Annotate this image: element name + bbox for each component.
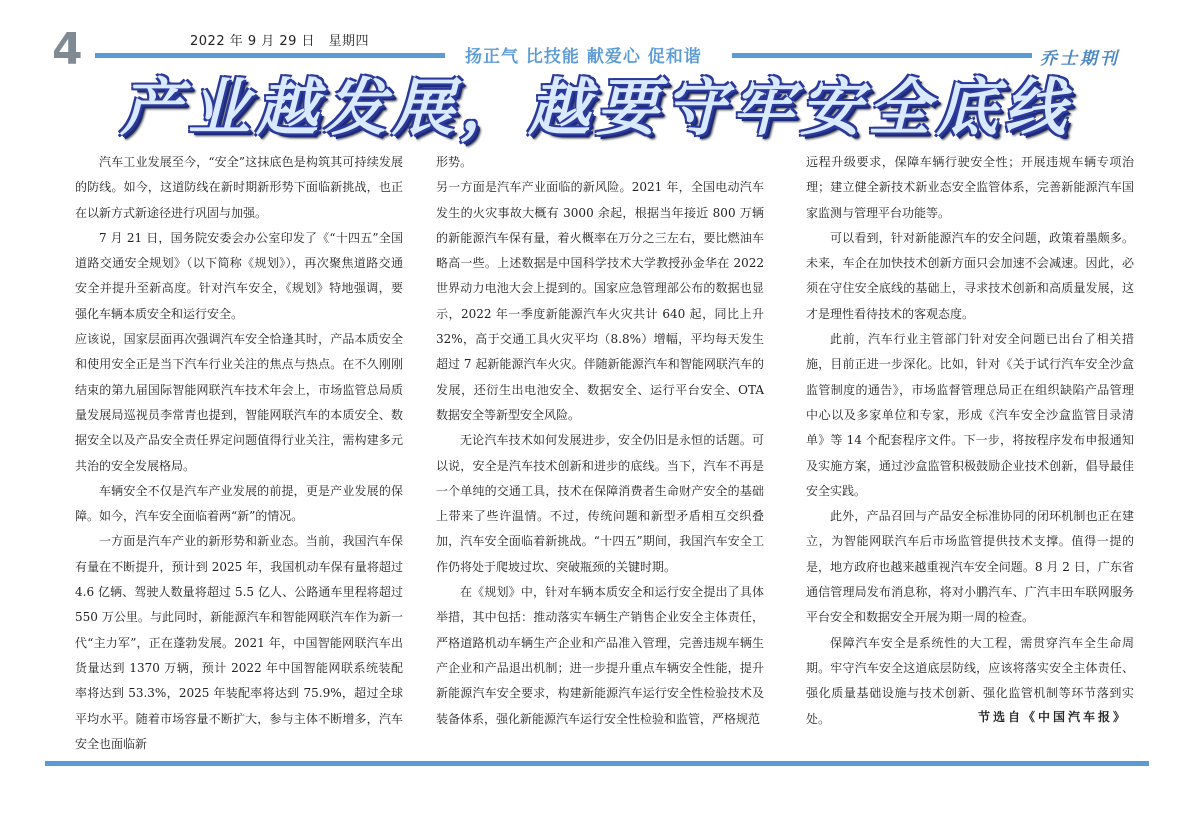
paragraph: 另一方面是汽车产业面临的新风险。2021 年，全国电动汽车发生的火灾事故大概有 3000 余起，根据当年接近 800 万辆的新能源汽车保有量，着火概率在万分之三左右，要比燃油车略高一些。上述数据是中国科学技术大学教授孙金华在 2022 世界动力电池大会上提到的。国家应急管理部公布的数据也显示，2022 年一季度新能源汽车火灾共计 640 起，同比上升 32%，高于交通工具火灾平均（8.8%）增幅，平均每天发生超过 7 起新能源汽车火灾。伴随新能源汽车和智能网联汽车的发展，还衍生出电池安全、数据安全、运行平台安全、OTA 数据安全等新型安全风险。 <box>436 180 764 422</box>
headline: 产业越发展，越要守牢安全底线 <box>120 71 1073 144</box>
paragraph: 此前，汽车行业主管部门针对安全问题已出台了相关措施，目前正进一步深化。比如，针对《关于试行汽车安全沙盒监管制度的通告》，市场监督管理总局正在组织缺陷产品管理中心以及多家单位和专家，形成《汽车安全沙盒监管目录清单》等 14 个配套程序文件。下一步，将按程序发布申报通知及实施方案，通过沙盒监管积极鼓励企业技术创新，倡导最佳安全实践。 <box>806 332 1134 498</box>
publication-brand: 乔士期刊 <box>1040 49 1120 69</box>
paragraph: 远程升级要求，保障车辆行驶安全性；开展违规车辆专项治理；建立健全新技术新业态安全监管体系，完善新能源汽车国家监测与管理平台功能等。 <box>806 155 1134 220</box>
paragraph: 无论汽车技术如何发展进步，安全仍旧是永恒的话题。可以说，安全是汽车技术创新和进步的底线。当下，汽车不再是一个单纯的交通工具，技术在保障消费者生命财产安全的基础上带来了些许温情。不过，传统问题和新型矛盾相互交织叠加，汽车安全面临着新挑战。“十四五”期间，我国汽车安全工作仍将处于爬坡过坎、突破瓶颈的关键时期。 <box>436 433 764 574</box>
article-column-2 <box>436 150 764 732</box>
paragraph: 形势。 <box>436 155 473 169</box>
header-rule-left <box>95 53 445 58</box>
slogan: 扬正气 比技能 献爱心 促和谐 <box>465 47 702 67</box>
page-number: 4 <box>52 24 83 75</box>
article-source: 节选自《中国汽车报》 <box>978 710 1129 724</box>
paragraph: 一方面是汽车产业的新形势和新业态。当前，我国汽车保有量在不断提升，预计到 2025 年，我国机动车保有量将超过 4.6 亿辆、驾驶人数量将超过 5.5 亿人、公路通车里程将超过 550 万公里。与此同时，新能源汽车和智能网联汽车作为新一代“主力军”，正在蓬勃发展。2021 年，中国智能网联汽车出货量达到 1370 万辆，预计 2022 年中国智能网联系统装配率将达到 53.3%，2025 年装配率将达到 75.9%，超过全球平均水平。随着市场容量不断扩大，参与主体不断增多，汽车安全也面临新 <box>75 534 403 751</box>
article-column-1 <box>75 150 403 757</box>
paragraph: 可以看到，针对新能源汽车的安全问题，政策着墨颇多。未来，车企在加快技术创新方面只会加速不会减速。因此，必须在守住安全底线的基础上，寻求技术创新和高质量发展，这才是理性看待技术的客观态度。 <box>806 230 1134 321</box>
article-column-3 <box>806 150 1134 732</box>
paragraph: 应该说，国家层面再次强调汽车安全恰逢其时，产品本质安全和使用安全正是当下汽车行业关注的焦点与热点。在不久刚刚结束的第九届国际智能网联汽车技术年会上，市场监管总局质量发展局巡视员李常青也提到，智能网联汽车的本质安全、数据安全以及产品安全责任界定问题值得行业关注，需构建多元共治的安全发展格局。 <box>75 332 403 473</box>
paragraph: 保障汽车安全是系统性的大工程，需贯穿汽车全生命周期。牢守汽车安全这道底层防线，应该将落实安全主体责任、强化质量基础设施与技术创新、强化监管机制等环节落到实处。 <box>806 635 1134 726</box>
paragraph: 汽车工业发展至今，“安全”这抹底色是构筑其可持续发展的防线。如今，这道防线在新时期新形势下面临新挑战，也正在以新方式新途径进行巩固与加强。 <box>75 155 403 220</box>
paragraph: 在《规划》中，针对车辆本质安全和运行安全提出了具体举措，其中包括：推动落实车辆生产销售企业安全主体责任，严格道路机动车辆生产企业和产品准入管理，完善违规车辆生产企业和产品退出机制；进一步提升重点车辆安全性能，提升新能源汽车安全要求，构建新能源汽车运行安全性检验技术及装备体系，强化新能源汽车运行安全性检验和监管，严格规范 <box>436 585 764 726</box>
footer-rule <box>45 761 1149 766</box>
paragraph: 车辆安全不仅是汽车产业发展的前提，更是产业发展的保障。如今，汽车安全面临着两“新”的情况。 <box>75 483 403 524</box>
issue-date: 2022 年 9 月 29 日 星期四 <box>190 34 370 49</box>
paragraph: 7 月 21 日，国务院安委会办公室印发了《“十四五”全国道路交通安全规划》（以下简称《规划》），再次聚焦道路交通安全并提升至新高度。针对汽车安全，《规划》特地强调，要强化车辆本质安全和运行安全。 <box>75 230 403 321</box>
header-rule-right <box>732 53 1032 58</box>
paragraph: 此外，产品召回与产品安全标准协同的闭环机制也正在建立，为智能网联汽车后市场监管提供技术支撑。值得一提的是，地方政府也越来越重视汽车安全问题。8 月 2 日，广东省通信管理局发布消息称，将对小鹏汽车、广汽丰田车联网服务平台安全和数据安全开展为期一周的检查。 <box>806 509 1134 625</box>
